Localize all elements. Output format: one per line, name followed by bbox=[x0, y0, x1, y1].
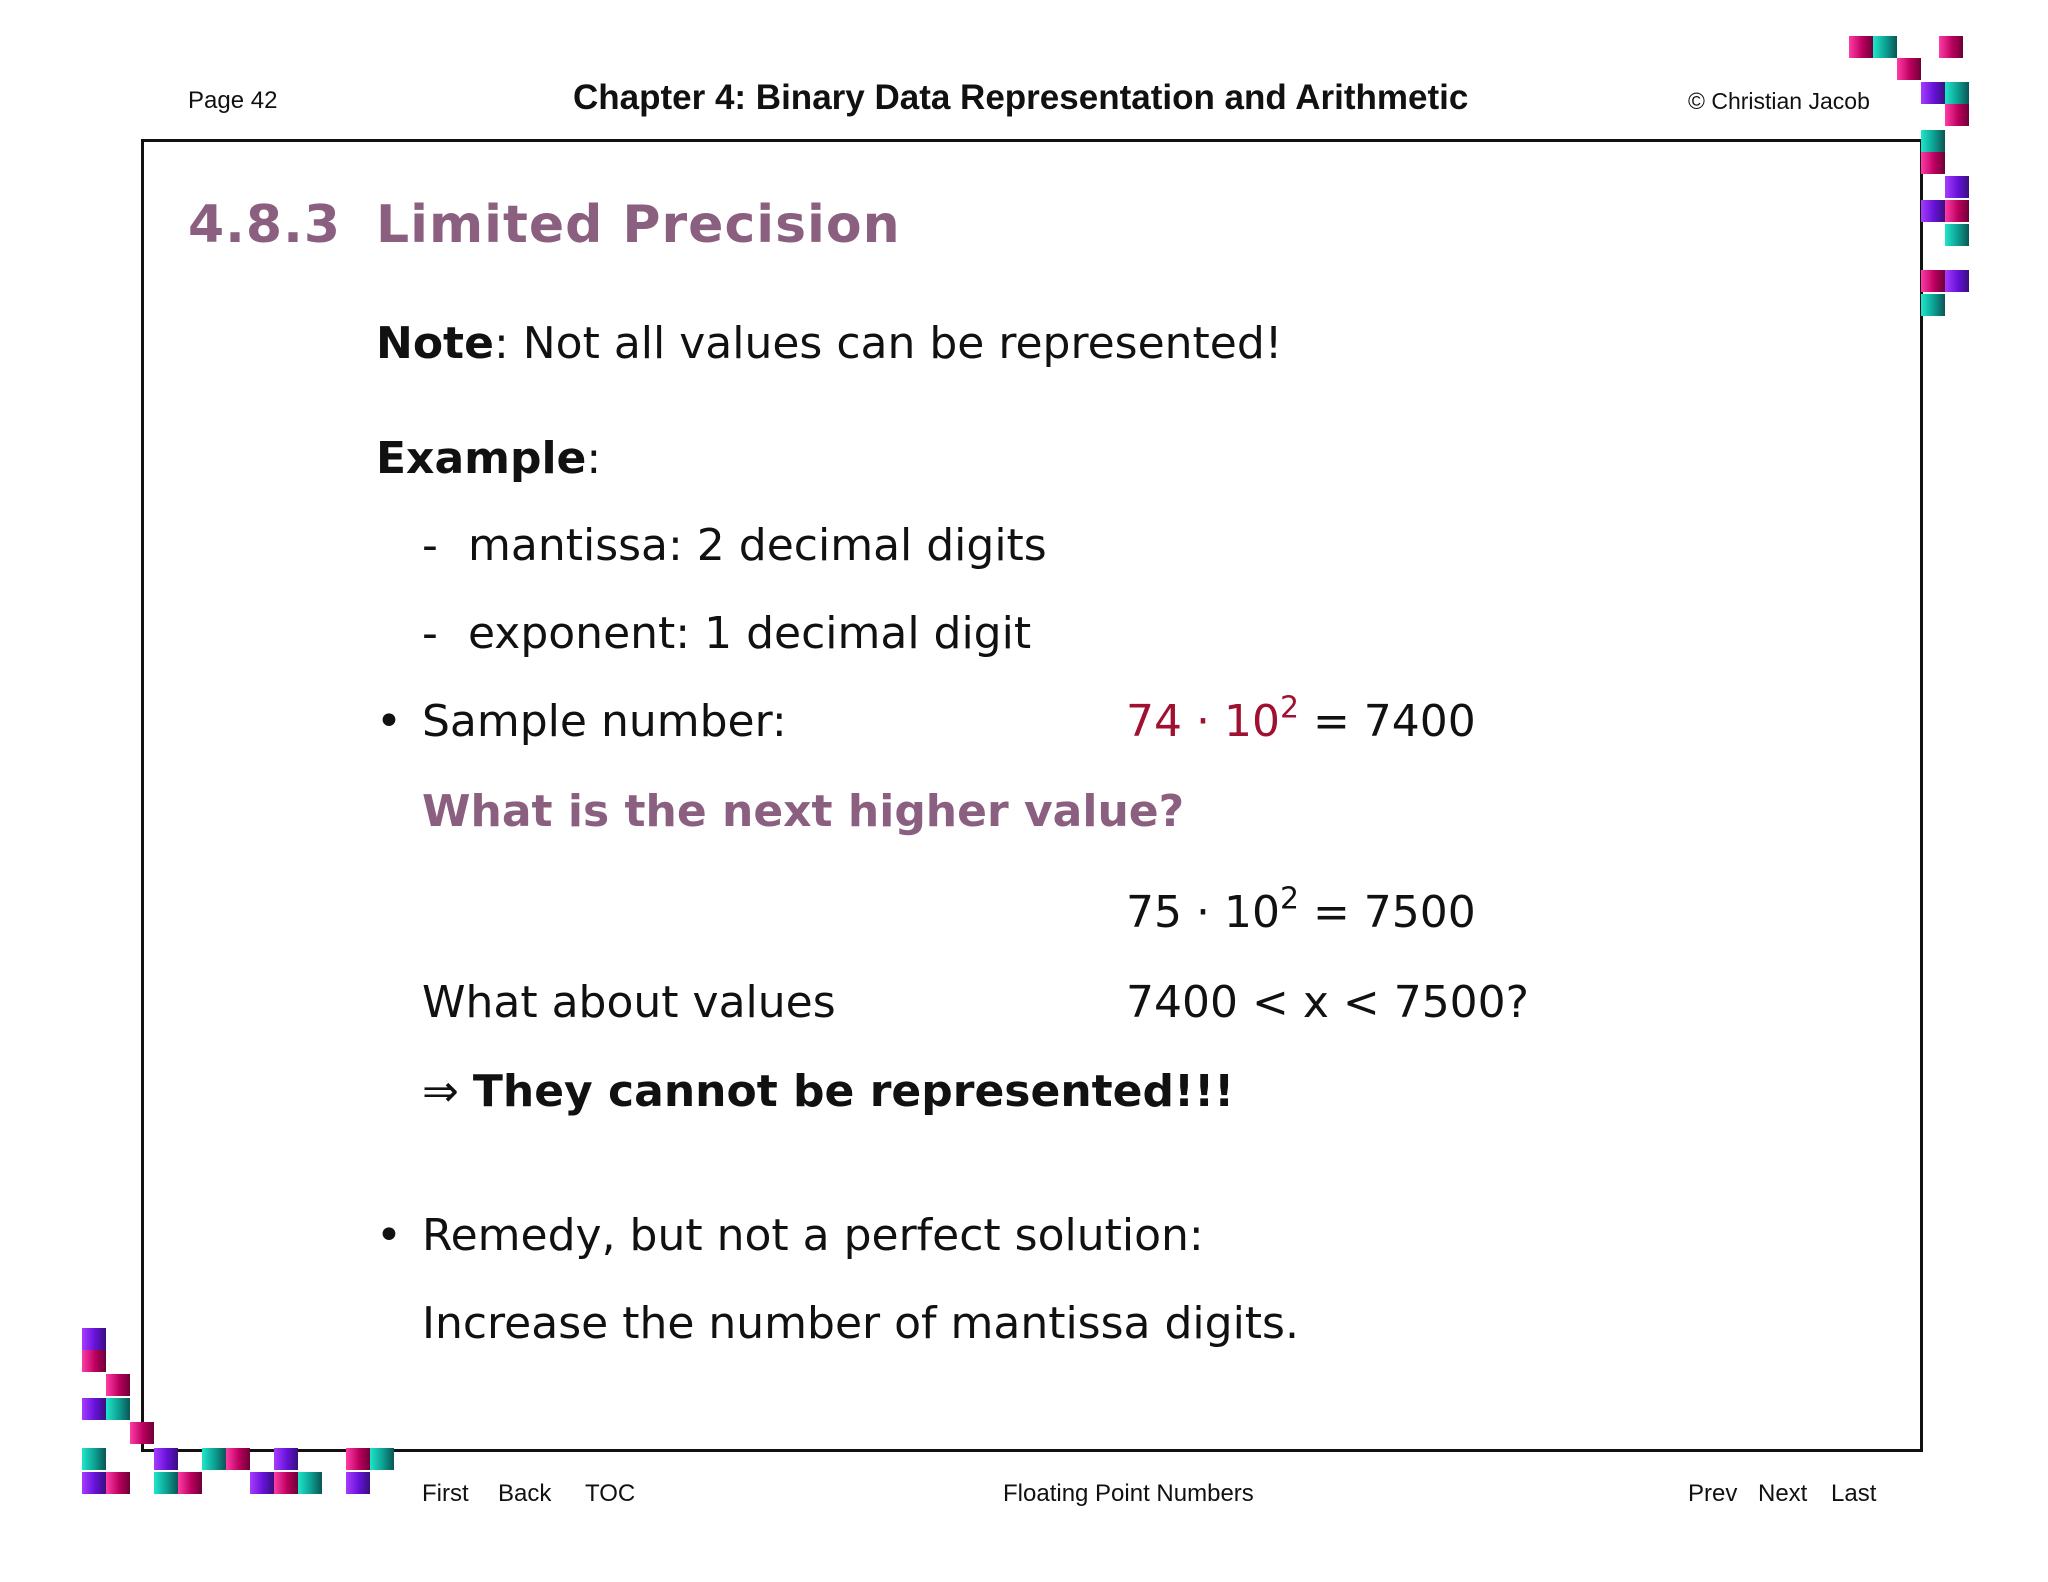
bullet-marker: • bbox=[376, 1210, 402, 1261]
ornament-square bbox=[106, 1398, 130, 1420]
ornament-square bbox=[274, 1472, 298, 1494]
next-value-question: What is the next higher value? bbox=[422, 786, 1185, 837]
next-result: = 7500 bbox=[1298, 887, 1476, 938]
ornament-square bbox=[1921, 270, 1945, 292]
ornament-square bbox=[1945, 270, 1969, 292]
ornament-square bbox=[274, 1448, 298, 1470]
ornament-square bbox=[1945, 200, 1969, 222]
example-label: Example bbox=[376, 433, 587, 484]
ornament-square bbox=[1945, 104, 1969, 126]
ornament-square bbox=[154, 1448, 178, 1470]
value-range: 7400 < x < 7500? bbox=[1126, 977, 1530, 1028]
ornament-square bbox=[346, 1448, 370, 1470]
ornament-square bbox=[1945, 82, 1969, 104]
sample-base: 74 · 10 bbox=[1126, 696, 1280, 747]
ornament-square bbox=[226, 1448, 250, 1470]
page-number: Page 42 bbox=[188, 87, 278, 114]
ornament-square bbox=[1921, 130, 1945, 152]
sample-result: = 7400 bbox=[1298, 696, 1476, 747]
note-line bbox=[376, 318, 1282, 369]
remedy-detail: Increase the number of mantissa digits. bbox=[422, 1298, 1299, 1349]
ornament-square bbox=[82, 1472, 106, 1494]
ornament-square bbox=[1921, 152, 1945, 174]
ornament-square bbox=[82, 1328, 106, 1350]
note-label: Note bbox=[376, 318, 494, 369]
ornament-square bbox=[346, 1472, 370, 1494]
sample-label: Sample number: bbox=[422, 696, 787, 747]
ornament-square bbox=[82, 1448, 106, 1470]
remedy-line bbox=[376, 1210, 1204, 1261]
prev-link[interactable]: Prev bbox=[1688, 1480, 1738, 1507]
list-item-exponent bbox=[422, 608, 1031, 659]
next-link[interactable]: Next bbox=[1758, 1480, 1808, 1507]
implication-arrow: ⇒ bbox=[422, 1066, 459, 1117]
dash-marker: - bbox=[422, 608, 438, 659]
back-link[interactable]: Back bbox=[498, 1480, 552, 1507]
sample-exponent: 2 bbox=[1279, 690, 1299, 726]
bullet-marker: • bbox=[376, 696, 402, 747]
sample-number-line bbox=[376, 696, 787, 747]
example-colon: : bbox=[586, 433, 602, 484]
footer-topic: Floating Point Numbers bbox=[1003, 1480, 1254, 1507]
ornament-square bbox=[250, 1472, 274, 1494]
ornament-square bbox=[1939, 36, 1963, 58]
ornament-square bbox=[370, 1448, 394, 1470]
ornament-square bbox=[1945, 224, 1969, 246]
sample-equation bbox=[1126, 690, 1476, 747]
ornament-square bbox=[298, 1472, 322, 1494]
conclusion-text: They cannot be represented!!! bbox=[472, 1066, 1235, 1117]
next-exponent: 2 bbox=[1279, 881, 1299, 917]
ornament-square bbox=[154, 1472, 178, 1494]
exponent-text: exponent: 1 decimal digit bbox=[468, 608, 1032, 659]
next-base: 75 · 10 bbox=[1126, 887, 1280, 938]
ornament-square bbox=[82, 1350, 106, 1372]
ornament-square bbox=[1897, 58, 1921, 80]
list-item-mantissa bbox=[422, 520, 1047, 571]
remedy-text: Remedy, but not a perfect solution: bbox=[422, 1210, 1204, 1261]
first-link[interactable]: First bbox=[422, 1480, 469, 1507]
mantissa-text: mantissa: 2 decimal digits bbox=[468, 520, 1047, 571]
ornament-square bbox=[106, 1472, 130, 1494]
ornament-square bbox=[1945, 176, 1969, 198]
last-link[interactable]: Last bbox=[1831, 1480, 1877, 1507]
toc-link[interactable]: TOC bbox=[585, 1480, 636, 1507]
note-text: : Not all values can be represented! bbox=[493, 318, 1283, 369]
ornament-square bbox=[82, 1398, 106, 1420]
copyright-text: © Christian Jacob bbox=[1688, 88, 1870, 114]
ornament-square bbox=[1873, 36, 1897, 58]
section-title: Limited Precision bbox=[376, 195, 901, 255]
dash-marker: - bbox=[422, 520, 438, 571]
example-line bbox=[376, 433, 601, 484]
ornament-square bbox=[130, 1422, 154, 1444]
ornament-square bbox=[1921, 294, 1945, 316]
ornament-square bbox=[1921, 82, 1945, 104]
conclusion-line bbox=[422, 1066, 1234, 1117]
ornament-square bbox=[202, 1448, 226, 1470]
section-number: 4.8.3 bbox=[188, 195, 342, 255]
ornament-square bbox=[1849, 36, 1873, 58]
ornament-square bbox=[1921, 200, 1945, 222]
ornament-square bbox=[106, 1374, 130, 1396]
chapter-title: Chapter 4: Binary Data Representation and Arithmetic bbox=[573, 78, 1469, 117]
values-question-label: What about values bbox=[422, 977, 836, 1028]
ornament-square bbox=[178, 1472, 202, 1494]
next-value-equation bbox=[1126, 881, 1476, 938]
